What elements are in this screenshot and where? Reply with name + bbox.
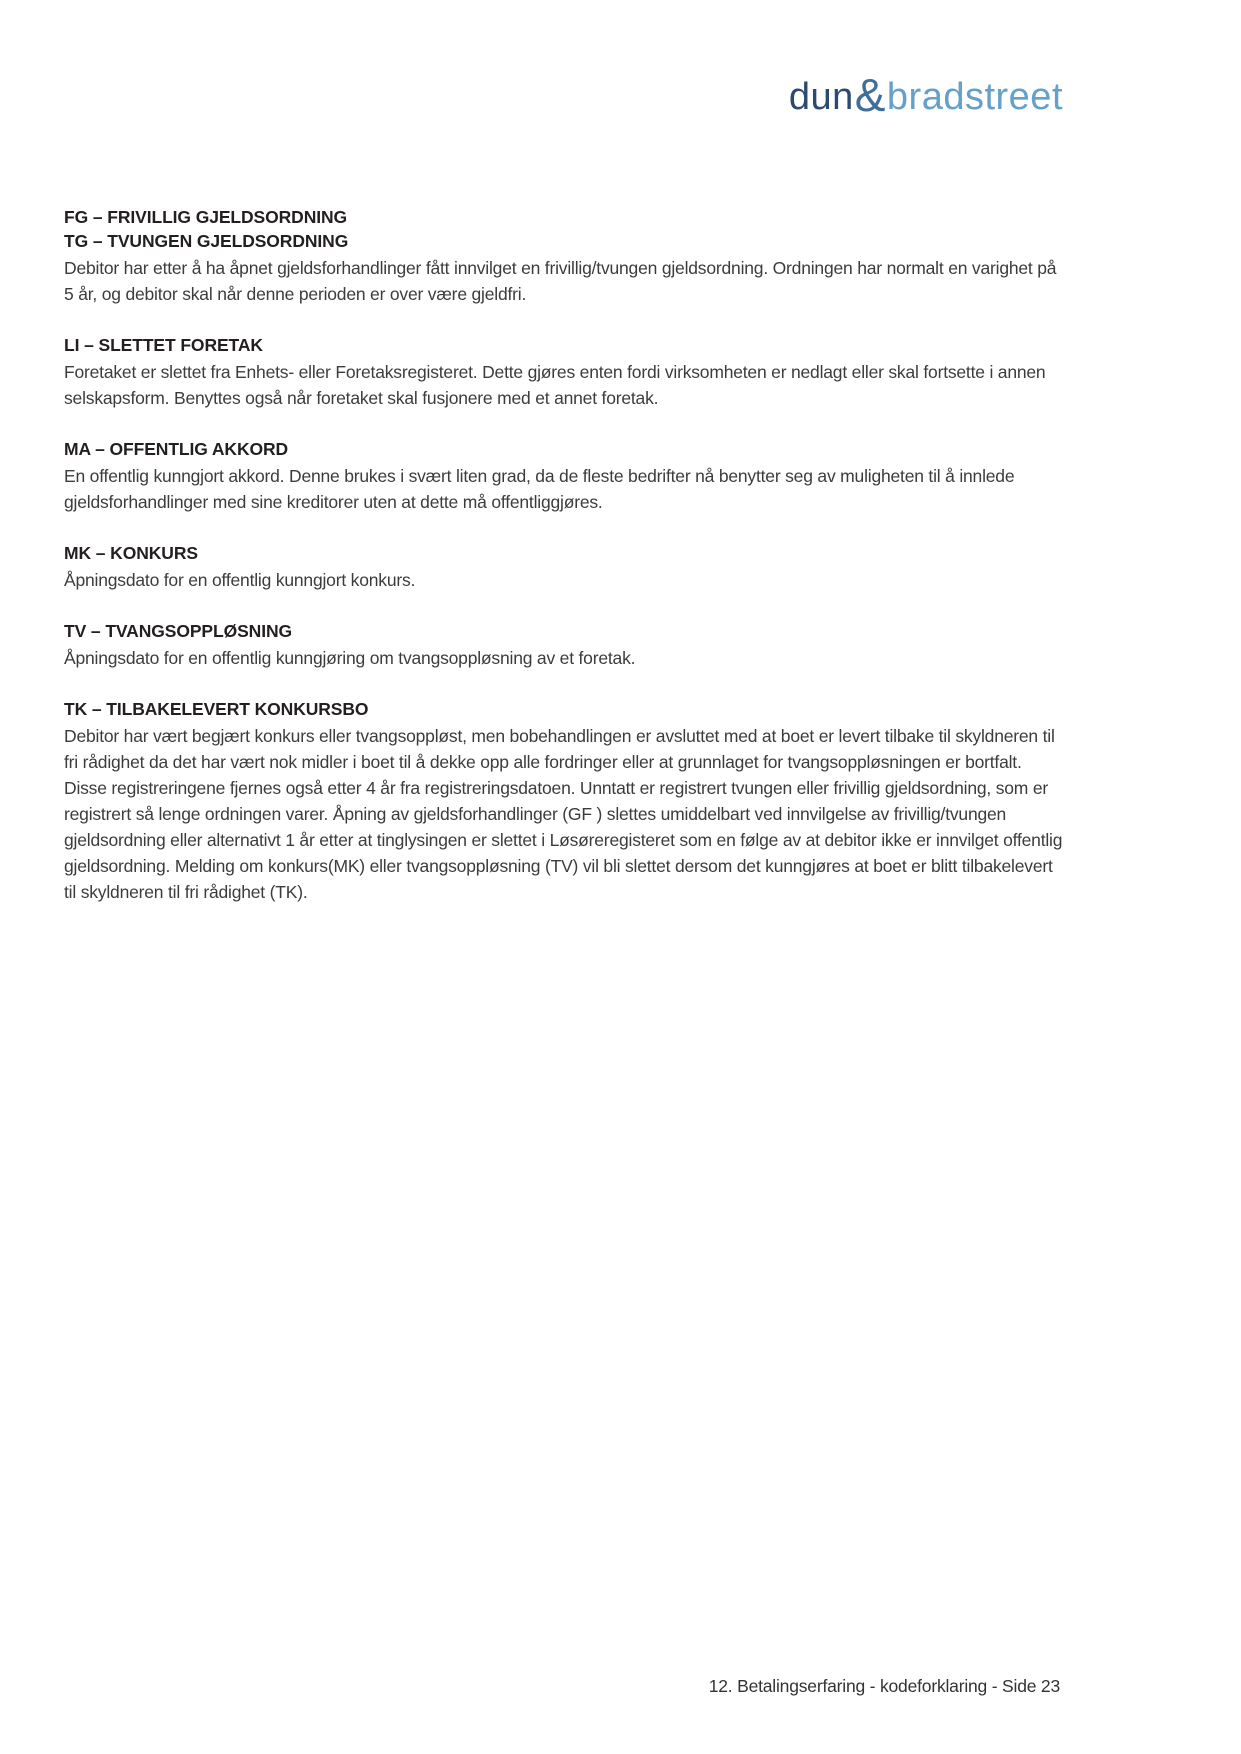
section-body-tk: Debitor har vært begjært konkurs eller tvangsoppløst, men bobehandlingen er avsluttet med at boet er levert tilbake til skyldneren til fri rådighet da det har vært nok midler i boet til å dekke opp alle fordringer eller at grunnlaget for tvangsoppløsningen er bortfalt. Disse registreringene fjernes også etter 4 år fra registreringsdatoen. Unntatt er registrert tvungen eller frivillig gjeldsordning, som er registrert så lenge ordningen varer. Åpning av gjeldsforhandlinger (GF ) slettes umiddelbart ved innvilgelse av frivillig/tvungen gjeldsordning eller alternativt 1 år etter at tinglysingen er slettet i Løsøreregisteret som en følge av at debitor ikke er innvilget offentlig gjeldsordning. Melding om konkurs(MK) eller tvangsoppløsning (TV) vil bli slettet dersom det kunngjøres at boet er blitt tilbakelevert til skyldneren til fri rådighet (TK). bbox=[64, 726, 1063, 902]
document-body bbox=[64, 205, 1064, 931]
section-body-tv: Åpningsdato for en offentlig kunngjøring om tvangsoppløsning av et foretak. bbox=[64, 648, 636, 668]
section-body-li: Foretaket er slettet fra Enhets- eller Foretaksregisteret. Dette gjøres enten fordi virksomheten er nedlagt eller skal fortsette i annen selskapsform. Benyttes også når foretaket skal fusjonere med et annet foretak. bbox=[64, 362, 1046, 408]
dun-bradstreet-logo bbox=[788, 69, 1063, 121]
section-fg-tg bbox=[64, 205, 1064, 307]
section-li bbox=[64, 333, 1064, 411]
section-body-fg-tg: Debitor har etter å ha åpnet gjeldsforhandlinger fått innvilget en frivillig/tvungen gjeldsordning. Ordningen har normalt en varighet på 5 år, og debitor skal når denne perioden er over være gjeldfri. bbox=[64, 258, 1057, 304]
section-tk bbox=[64, 697, 1064, 905]
section-tv bbox=[64, 619, 1064, 671]
section-body-mk: Åpningsdato for en offentlig kunngjort konkurs. bbox=[64, 570, 416, 590]
section-heading-li: LI – SLETTET FORETAK bbox=[64, 335, 263, 355]
section-heading-mk: MK – KONKURS bbox=[64, 543, 198, 563]
logo-dun-text: dun bbox=[788, 76, 854, 118]
section-heading-tg: TG – TVUNGEN GJELDSORDNING bbox=[64, 231, 349, 251]
page-footer: 12. Betalingserfaring - kodeforklaring - Side 23 bbox=[708, 1676, 1060, 1696]
section-heading-tk: TK – TILBAKELEVERT KONKURSBO bbox=[64, 699, 369, 719]
section-body-ma: En offentlig kunngjort akkord. Denne brukes i svært liten grad, da de fleste bedrifter nå benytter seg av muligheten til å innlede gjeldsforhandlinger med sine kreditorer uten at dette må offentliggjøres. bbox=[64, 466, 1015, 512]
section-ma bbox=[64, 437, 1064, 515]
section-heading-ma: MA – OFFENTLIG AKKORD bbox=[64, 439, 289, 459]
section-heading-tv: TV – TVANGSOPPLØSNING bbox=[64, 621, 293, 641]
ampersand-icon: & bbox=[854, 69, 886, 121]
logo-bradstreet-text: bradstreet bbox=[886, 76, 1063, 118]
section-heading-fg: FG – FRIVILLIG GJELDSORDNING bbox=[64, 207, 348, 227]
section-mk bbox=[64, 541, 1064, 593]
